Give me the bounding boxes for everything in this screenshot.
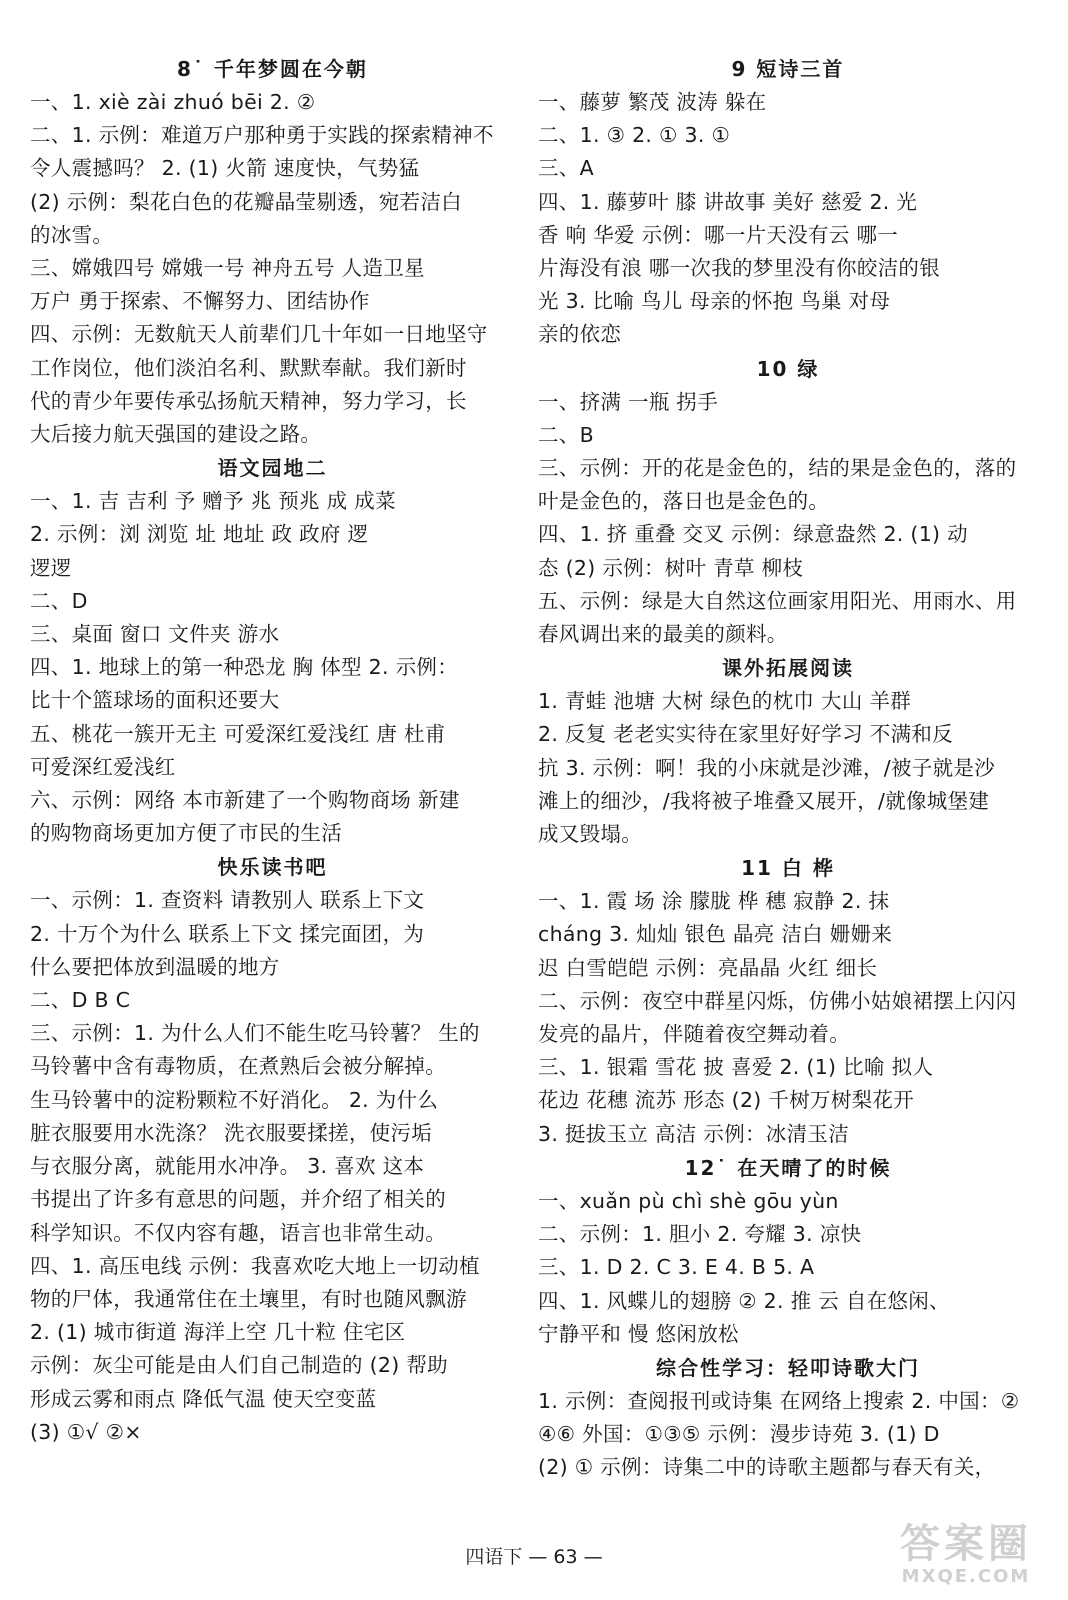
answer-line: 的购物商场更加方便了市民的生活 [30, 821, 342, 846]
section-title: 8˙ 千年梦圆在今朝 [177, 57, 368, 81]
answer-line: (2) 示例：梨花白色的花瓣晶莹剔透，宛若洁白 [30, 189, 462, 214]
answer-line: 什么要把体放到温暖的地方 [30, 954, 280, 979]
answer-line: 四、1. 地球上的第一种恐龙 胸 体型 2. 示例： [30, 655, 458, 680]
answer-line: 马铃薯中含有毒物质，在煮熟后会被分解掉。 [30, 1054, 446, 1079]
answer-line: 态 (2) 示例：树叶 青草 柳枝 [538, 555, 804, 580]
section-title: 快乐读书吧 [217, 855, 328, 880]
answer-line: 一、1. 霞 场 涂 朦胧 桦 穗 寂静 2. 抹 [538, 889, 890, 914]
answer-line: 滩上的细沙，/我将被子堆叠又展开，/就像城堡建 [538, 788, 990, 813]
answer-line: 五、示例：绿是大自然这位画家用阳光、用雨水、用 [538, 588, 1017, 613]
answer-line: 三、嫦娥四号 嫦娥一号 神舟五号 人造卫星 [30, 256, 425, 281]
answer-line: 2. 示例：浏 浏览 址 地址 政 政府 逻 [30, 522, 369, 547]
section-title: 12˙ 在天晴了的时候 [684, 1155, 892, 1180]
answer-line: 比十个篮球场的面积还要大 [30, 688, 280, 713]
answer-line: 二、D [30, 588, 88, 613]
section-title: 11 白 桦 [741, 856, 835, 881]
watermark-url: MXQE.COM [901, 1566, 1031, 1587]
page-footer: 四语下 — 63 — [465, 1546, 603, 1568]
answer-line: (3) ①√ ②× [30, 1419, 142, 1444]
answer-line: 五、桃花一簇开无主 可爱深红爱浅红 唐 杜甫 [30, 721, 446, 746]
answer-line: 一、1. 吉 吉利 予 赠予 兆 预兆 成 成菜 [30, 489, 396, 514]
answer-line: 六、示例：网络 本市新建了一个购物商场 新建 [30, 788, 460, 813]
answer-line: 三、1. 银霜 雪花 披 喜爱 2. (1) 比喻 拟人 [538, 1055, 934, 1080]
answer-line: 2. (1) 城市街道 海洋上空 几十粒 住宅区 [30, 1320, 406, 1345]
answer-line: 四、1. 藤萝叶 膝 讲故事 美好 慈爱 2. 光 [538, 189, 918, 214]
answer-line: 2. 反复 老老实实待在家里好好学习 不满和反 [538, 722, 954, 747]
answer-line: 科学知识。不仅内容有趣，语言也非常生动。 [30, 1220, 446, 1245]
section-title: 9 短诗三首 [731, 57, 845, 81]
answer-line: 三、示例：1. 为什么人们不能生吃马铃薯？ 生的 [30, 1021, 480, 1046]
answer-line: 一、示例：1. 查资料 请教别人 联系上下文 [30, 888, 425, 913]
section-title: 综合性学习：轻叩诗歌大门 [656, 1355, 920, 1380]
answer-line: 四、示例：无数航天人前辈们几十年如一日地坚守 [30, 322, 488, 347]
answer-line: 生马铃薯中的淀粉颗粒不好消化。 2. 为什么 [30, 1087, 439, 1112]
answer-line: 与衣服分离，就能用水冲净。 3. 喜欢 这本 [30, 1154, 425, 1179]
answer-line: 成又毁塌。 [538, 822, 642, 847]
answer-line: 亲的依恋 [538, 322, 622, 347]
section-title: 10 绿 [756, 356, 820, 381]
answer-line: 香 响 华爱 示例：哪一片天没有云 哪一 [538, 222, 899, 247]
answer-line: 二、示例：夜空中群星闪烁，仿佛小姑娘裙摆上闪闪 [538, 988, 1017, 1013]
answer-line: 的冰雪。 [30, 222, 114, 247]
section-title: 课外拓展阅读 [722, 656, 854, 681]
answer-line: 书提出了许多有意思的问题，并介绍了相关的 [30, 1187, 446, 1212]
answer-line: 一、xuǎn pù chì shè gōu yùn [538, 1188, 839, 1213]
answer-line: 可爱深红爱浅红 [30, 754, 176, 779]
answer-line: ④⑥ 外国：①③⑤ 示例：漫步诗苑 3. (1) D [538, 1422, 940, 1447]
answer-line: 四、1. 风蝶儿的翅膀 ② 2. 推 云 自在悠闲、 [538, 1288, 950, 1313]
answer-line: 脏衣服要用水洗涤？ 洗衣服要揉搓，使污垢 [30, 1120, 433, 1145]
answer-line: 1. 青蛙 池塘 大树 绿色的枕巾 大山 羊群 [538, 689, 912, 714]
section-title: 语文园地二 [217, 456, 328, 481]
watermark-logo [876, 1522, 1056, 1592]
answer-line: 片海没有浪 哪一次我的梦里没有你皎洁的银 [538, 256, 941, 281]
answer-line: 一、挤满 一瓶 拐手 [538, 389, 719, 414]
answer-line: cháng 3. 灿灿 银色 晶亮 洁白 姗姗来 [538, 922, 893, 947]
answer-line: 二、1. 示例：难道万户那种勇于实践的探索精神不 [30, 123, 494, 148]
answer-line: 二、示例：1. 胆小 2. 夸耀 3. 凉快 [538, 1222, 862, 1247]
answer-line: 抗 3. 示例：啊！我的小床就是沙滩，/被子就是沙 [538, 755, 995, 780]
answer-line: 三、桌面 窗口 文件夹 游水 [30, 622, 280, 647]
answer-line: 春风调出来的最美的颜料。 [538, 622, 788, 647]
answer-line: 四、1. 挤 重叠 交叉 示例：绿意盎然 2. (1) 动 [538, 522, 968, 547]
answer-line: 代的青少年要传承弘扬航天精神，努力学习，长 [30, 388, 467, 413]
answer-line: 三、1. D 2. C 3. E 4. B 5. A [538, 1255, 815, 1280]
answer-line: 发亮的晶片，伴随着夜空舞动着。 [538, 1022, 850, 1047]
answer-line: 三、示例：开的花是金色的，结的果是金色的，落的 [538, 456, 1017, 481]
answer-line: 示例：灰尘可能是由人们自己制造的 (2) 帮助 [30, 1353, 448, 1378]
answer-line: 二、B [538, 422, 594, 447]
answer-line: 工作岗位，他们淡泊名利、默默奉献。我们新时 [30, 355, 467, 380]
answer-line: 光 3. 比喻 鸟儿 母亲的怀抱 鸟巢 对母 [538, 289, 891, 314]
left-column [30, 52, 515, 1449]
answer-line: 一、藤萝 繁茂 波涛 躲在 [538, 90, 767, 114]
watermark-title: 答案圈 [900, 1521, 1032, 1567]
answer-line: 二、1. ③ 2. ① 3. ① [538, 123, 731, 148]
answer-line: 叶是金色的，落日也是金色的。 [538, 489, 830, 514]
answer-line: 1. 示例：查阅报刊或诗集 在网络上搜索 2. 中国：② [538, 1388, 1020, 1413]
answer-line: 大后接力航天强国的建设之路。 [30, 422, 322, 447]
answer-line: 3. 挺拔玉立 高洁 示例：冰清玉洁 [538, 1121, 850, 1146]
answer-line: 万户 勇于探索、不懈努力、团结协作 [30, 289, 370, 314]
right-column [538, 52, 1038, 1485]
answer-line: 二、D B C [30, 988, 131, 1013]
answer-line: 令人震撼吗？ 2. (1) 火箭 速度快，气势猛 [30, 156, 420, 181]
answer-line: 2. 十万个为什么 联系上下文 揉完面团，为 [30, 921, 425, 946]
answer-line: (2) ① 示例：诗集二中的诗歌主题都与春天有关， [538, 1455, 996, 1480]
answer-line: 四、1. 高压电线 示例：我喜欢吃大地上一切动植 [30, 1253, 480, 1278]
answer-line: 花边 花穗 流苏 形态 (2) 千树万树梨花开 [538, 1088, 915, 1113]
answer-line: 迟 白雪皑皑 示例：亮晶晶 火红 细长 [538, 955, 878, 980]
answer-line: 一、1. xiè zài zhuó bēi 2. ② [30, 90, 316, 114]
answer-line: 三、A [538, 156, 594, 181]
answer-line: 逻逻 [30, 555, 72, 580]
answer-line: 宁静平和 慢 悠闲放松 [538, 1321, 739, 1346]
answer-line: 形成云雾和雨点 降低气温 使天空变蓝 [30, 1386, 377, 1411]
answer-line: 物的尸体，我通常住在土壤里，有时也随风飘游 [30, 1286, 467, 1311]
